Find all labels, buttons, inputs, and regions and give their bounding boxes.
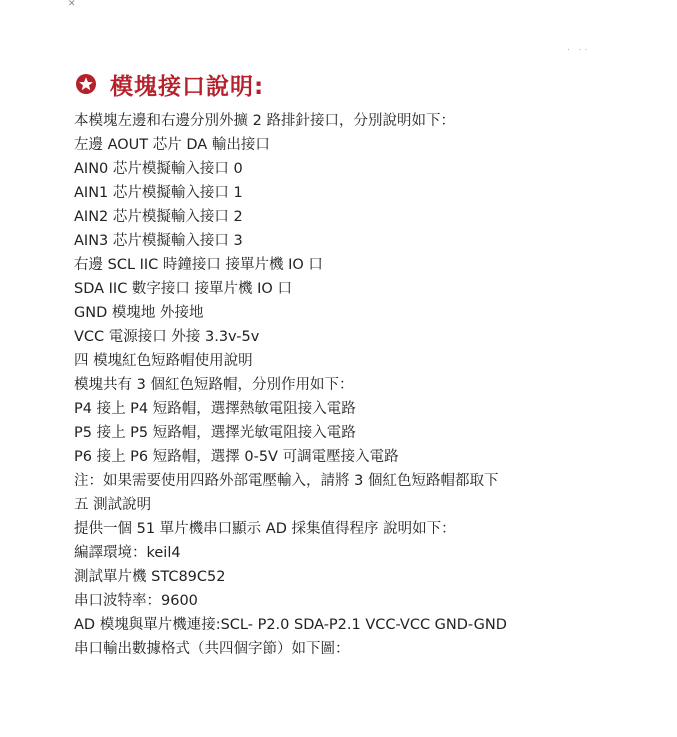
text-line: 模塊共有 3 個紅色短路帽，分別作用如下： — [74, 377, 354, 393]
text-line: 四 模塊紅色短路帽使用說明 — [74, 353, 253, 369]
text-line: 串口波特率：9600 — [74, 593, 198, 609]
text-line: AIN3 芯片模擬輸入接口 3 — [74, 233, 243, 249]
star-badge-icon — [74, 72, 98, 96]
text-line: AIN0 芯片模擬輸入接口 0 — [74, 161, 243, 177]
text-line: GND 模塊地 外接地 — [74, 305, 204, 321]
corner-mark-icon: ✕ — [68, 0, 76, 9]
text-line: 本模塊左邊和右邊分別外擴 2 路排針接口，分別說明如下： — [74, 113, 455, 129]
text-line: P5 接上 P5 短路帽，選擇光敏電阻接入電路 — [74, 425, 356, 441]
text-line: P6 接上 P6 短路帽，選擇 0-5V 可調電壓接入電路 — [74, 449, 399, 465]
text-line: 提供一個 51 單片機串口顯示 AD 採集值得程序 說明如下： — [74, 521, 456, 537]
text-line: SDA IIC 數字接口 接單片機 IO 口 — [74, 281, 292, 297]
text-line: VCC 電源接口 外接 3.3v-5v — [74, 329, 260, 345]
text-line: 注：如果需要使用四路外部電壓輸入，請將 3 個紅色短路帽都取下 — [74, 473, 499, 489]
text-line: 串口輸出數據格式（共四個字節）如下圖： — [74, 641, 350, 657]
text-line: 五 測試說明 — [74, 497, 152, 513]
section-heading — [74, 64, 264, 104]
text-line: P4 接上 P4 短路帽，選擇熱敏電阻接入電路 — [74, 401, 356, 417]
text-line: 編譯環境：keil4 — [74, 545, 181, 561]
text-line: 右邊 SCL IIC 時鐘接口 接單片機 IO 口 — [74, 257, 323, 273]
text-line: AIN2 芯片模擬輸入接口 2 — [74, 209, 243, 225]
heading-title: 模塊接口說明: — [110, 73, 265, 100]
text-line: 測試單片機 STC89C52 — [74, 569, 226, 585]
text-line: 左邊 AOUT 芯片 DA 輸出接口 — [74, 137, 270, 153]
dots-icon: . .. — [567, 43, 591, 53]
text-line: AD 模塊與單片機連接:SCL- P2.0 SDA-P2.1 VCC-VCC GND-GND — [74, 617, 507, 633]
text-line: AIN1 芯片模擬輸入接口 1 — [74, 185, 243, 201]
document-body — [74, 109, 664, 661]
